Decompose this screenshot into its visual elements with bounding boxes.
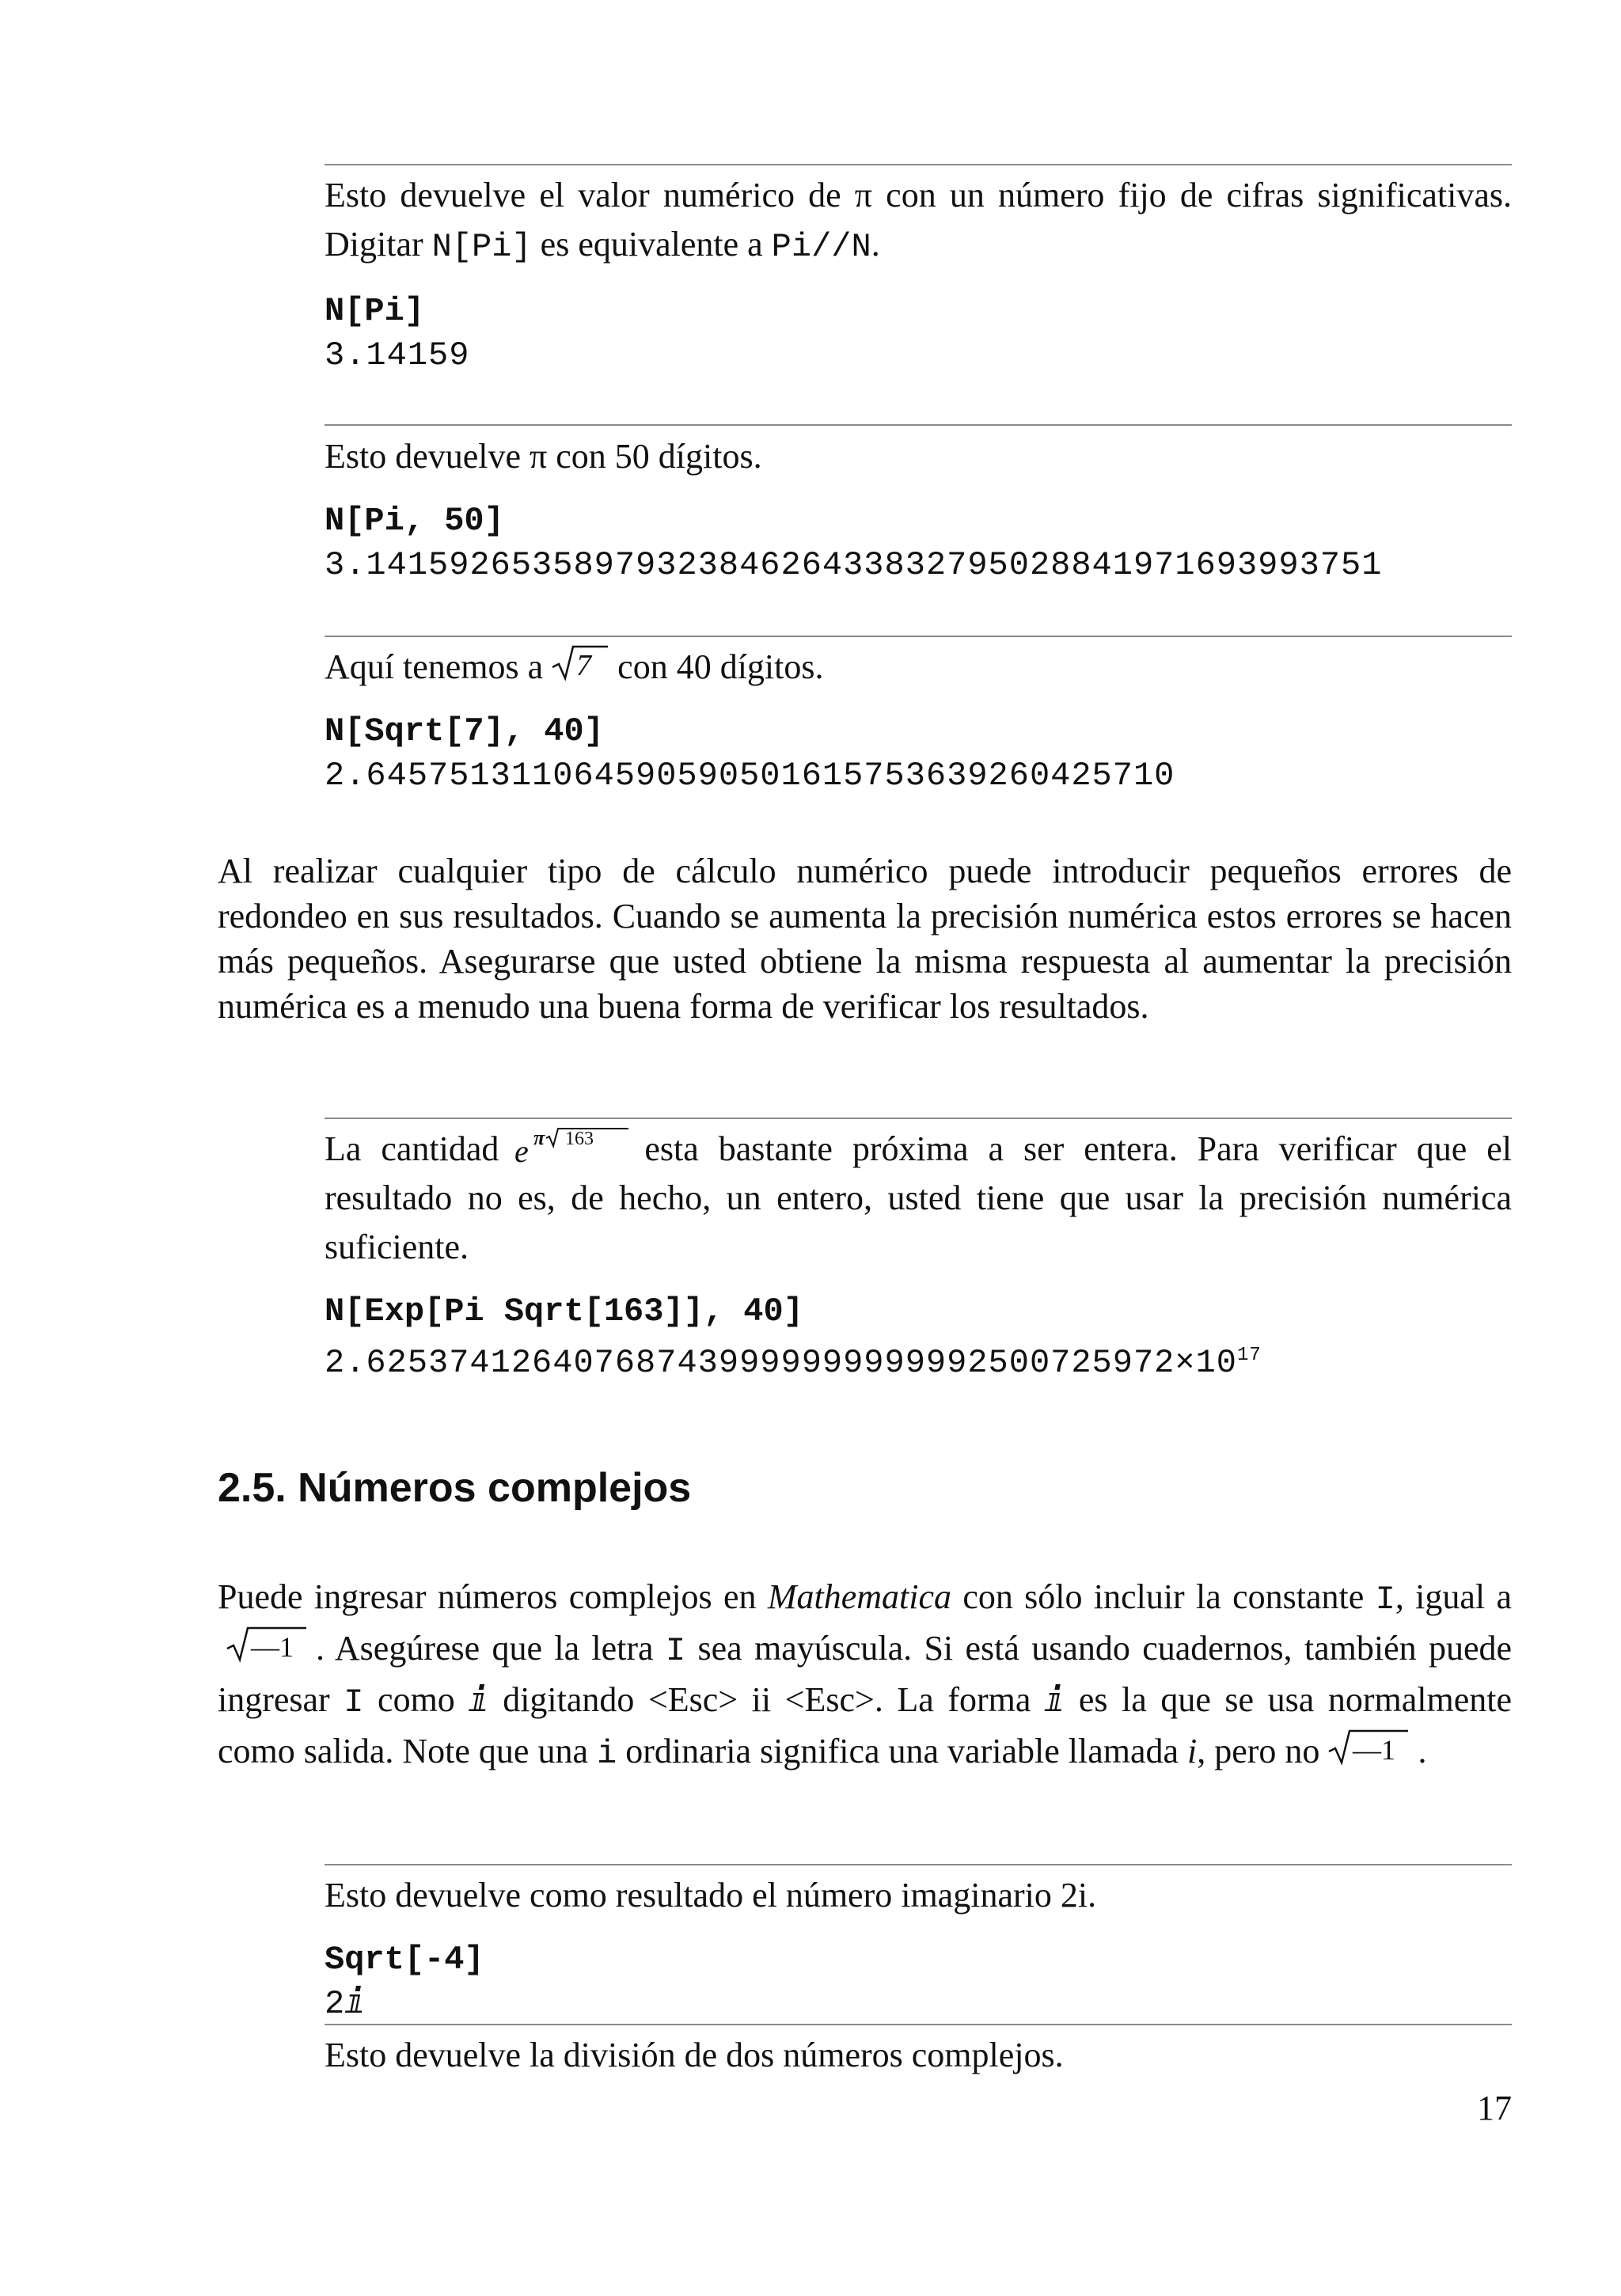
mathematica-cell [325, 1125, 1512, 1385]
sqrt-argument: —1 [1353, 1734, 1396, 1766]
cell-output: 2.645751311064590590501615753639260425710 [325, 757, 1175, 795]
inline-code: I [665, 1632, 686, 1670]
inline-code: Pi//N [771, 228, 871, 266]
sqrt-argument: —1 [251, 1631, 294, 1663]
body-paragraph [218, 1573, 1512, 1778]
output-number: 2 [325, 1985, 346, 2023]
text-run: . [1418, 1732, 1427, 1770]
cell-divider [325, 1118, 1512, 1119]
cell-input: N[Sqrt[7], 40] [325, 712, 604, 750]
cell-output: 3.1415926535897932384626433832795028841971693993751 [325, 546, 1383, 584]
text-run: Esto devuelve el valor numérico de π con un número fijo de cifras significativas. Digitar [325, 176, 1512, 264]
cell-divider [325, 424, 1512, 426]
inline-code: N[Pi] [431, 228, 532, 266]
imaginary-unit-symbol: ⅈ [1044, 1683, 1065, 1721]
cell-description [325, 1125, 1512, 1272]
cell-divider [325, 2024, 1512, 2025]
text-run: Puede ingresar números complejos en [218, 1577, 768, 1616]
text-run: , igual a [1395, 1577, 1512, 1616]
inline-code: I [344, 1683, 364, 1721]
cell-output [325, 1982, 1512, 2026]
product-name: Mathematica [767, 1577, 951, 1616]
text-run: , pero no [1197, 1732, 1320, 1770]
text-run: Aquí tenemos a [325, 647, 544, 686]
inline-code: I [1375, 1581, 1395, 1619]
inline-code: i [596, 1735, 617, 1773]
cell-divider [325, 636, 1512, 637]
text-run: con sólo incluir la constante [951, 1577, 1376, 1616]
square-root-symbol [551, 643, 609, 681]
cell-description [325, 643, 1512, 692]
body-paragraph: Al realizar cualquier tipo de cálculo numérico puede introducir pequeños errores de redondeo en sus resultados. Cuando se aumenta la precisión numérica estos errores se hacen más pequeños. Asegurarse que usted obtiene la misma respuesta al aumentar la precisión numérica es a menudo una buena forma de verificar los resultados. [218, 852, 1512, 1026]
cell-divider [325, 164, 1512, 165]
cell-input: Sqrt[-4] [325, 1941, 484, 1979]
cell-output: 3.14159 [325, 336, 470, 374]
cell-input: N[Pi, 50] [325, 502, 504, 540]
text-run: como [363, 1680, 469, 1719]
cell-input: N[Exp[Pi Sqrt[163]], 40] [325, 1292, 803, 1330]
cell-output [325, 1334, 1512, 1385]
text-run: sea mayúscula. Si está usando cuadernos, también puede ingresar [218, 1629, 1513, 1719]
cell-description: Esto devuelve π con 50 dígitos. [325, 437, 762, 476]
mathematica-cell [325, 1871, 1512, 2026]
square-root-symbol [226, 1625, 308, 1663]
exponential-expression [513, 1127, 630, 1165]
exp-argument: 163 [565, 1129, 594, 1149]
text-run: . [871, 225, 880, 264]
cell-divider [325, 1864, 1512, 1865]
cell-input: N[Pi] [325, 292, 425, 330]
exp-base: e [514, 1133, 530, 1165]
mathematica-cell [325, 643, 1512, 798]
text-run: digitando <Esc> ii <Esc>. La forma [488, 1680, 1045, 1719]
cell-description: Esto devuelve la división de dos números complejos. [325, 2036, 1064, 2074]
text-run: ordinaria significa una variable llamada [617, 1732, 1188, 1770]
text-run: es equivalente a [531, 225, 772, 264]
text-run: La cantidad [325, 1129, 499, 1168]
variable-name: i [1187, 1732, 1198, 1770]
imaginary-unit-symbol: ⅈ [469, 1683, 489, 1721]
page-number: 17 [1477, 2089, 1512, 2127]
square-root-symbol [1327, 1728, 1410, 1766]
cell-description: Esto devuelve como resultado el número imaginario 2i. [325, 1876, 1097, 1915]
text-run: . Asegúrese que la letra [316, 1629, 666, 1668]
mathematica-cell [325, 171, 1512, 378]
mathematica-cell [325, 432, 1512, 587]
text-run: es la que se usa normalmente como salida. Note que una [218, 1680, 1512, 1770]
output-exponent: 17 [1236, 1345, 1262, 1366]
cell-description [325, 171, 1512, 271]
sqrt-argument: 7 [576, 649, 592, 681]
exp-pi: π [533, 1127, 545, 1149]
imaginary-unit-symbol: ⅈ [345, 1985, 366, 2023]
section-heading: 2.5. Números complejos [218, 1465, 692, 1511]
text-run: esta bastante próxima a ser entera. Para verificar que el resultado no es, de hecho, un entero, usted tiene que usar la precisión numérica suficiente. [325, 1129, 1512, 1266]
text-run: con 40 dígitos. [617, 647, 824, 686]
output-mantissa: 2.625374126407687439999999999992500725972×10 [325, 1344, 1237, 1382]
mathematica-cell [325, 2031, 1512, 2080]
